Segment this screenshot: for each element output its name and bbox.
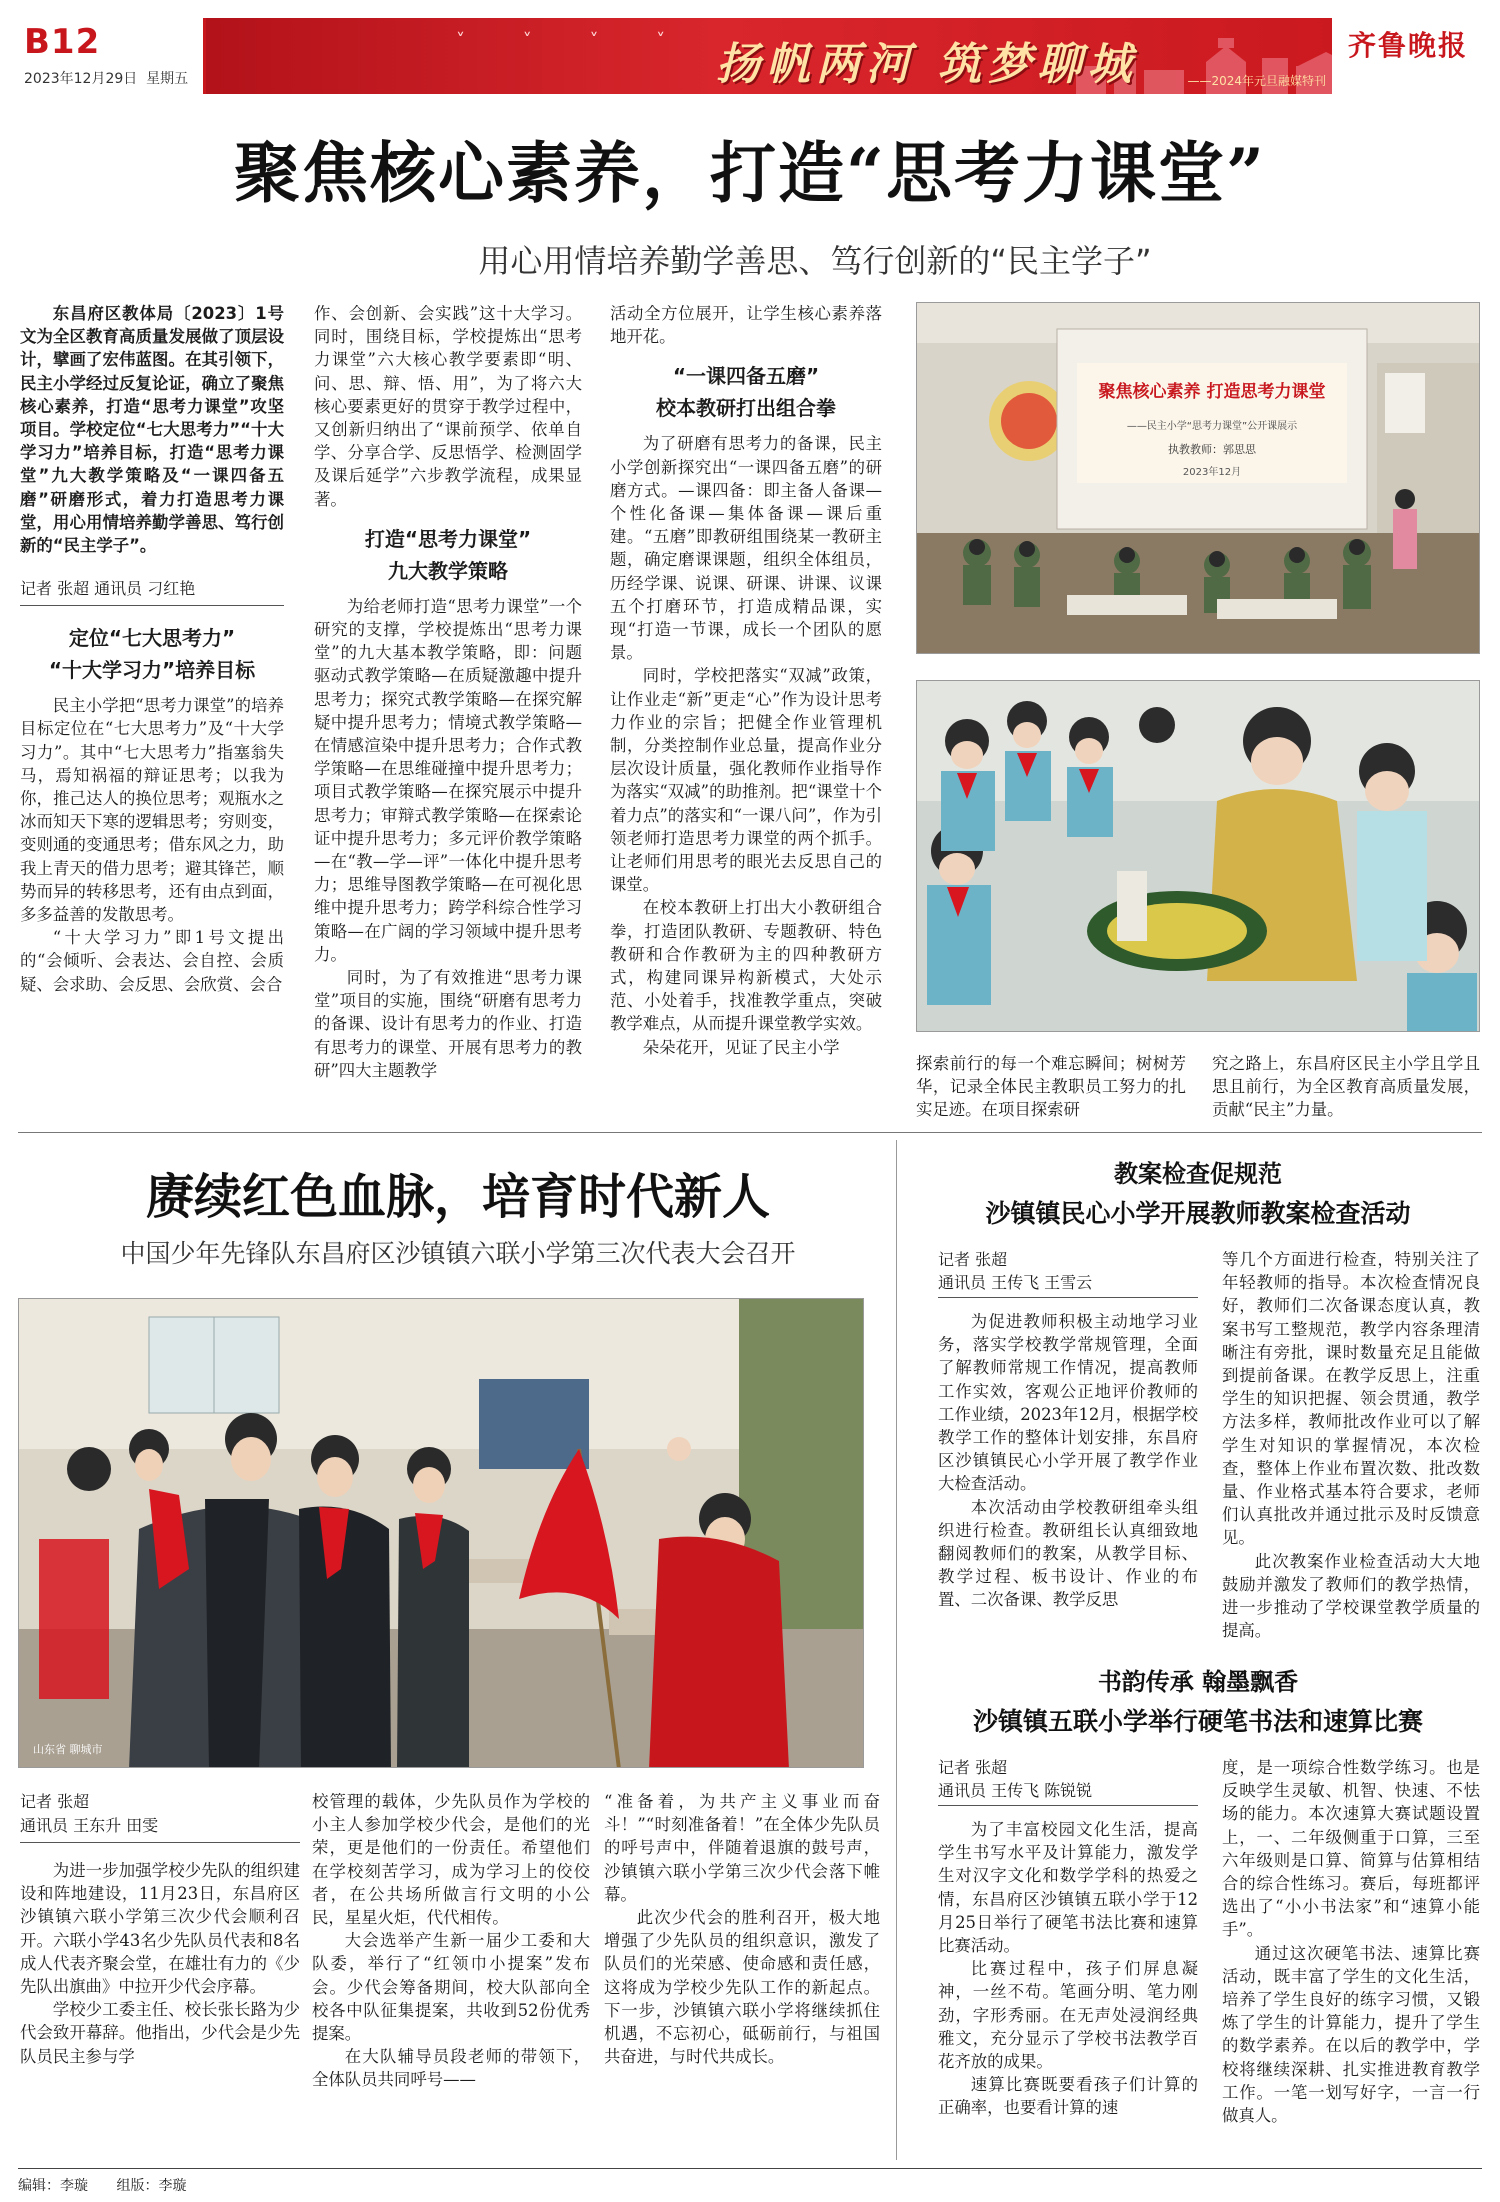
brief1-headline: 沙镇镇民心小学开展教师教案检查活动 xyxy=(985,1199,1411,1228)
article1-column-3 xyxy=(610,302,882,1059)
article1-column-5 xyxy=(1212,1052,1480,1122)
paragraph: 为了丰富校园文化生活，提高学生书写水平及计算能力，激发学生对汉字文化和数学学科的热爱之情，东昌府区沙镇镇五联小学于12月25日举行了硬笔书法比赛和速算比赛活动。 xyxy=(938,1820,1198,1956)
paragraph: 度，是一项综合性数学练习。也是反映学生灵敏、机智、快速、不怯场的能力。本次速算大赛试题设置上，一、二年级侧重于口算，三至六年级则是口算、简算与估算相结合的综合性练习。赛后，每班都评选出了“小小书法家”和“速算小能手”。 xyxy=(1222,1758,1480,1940)
article1-byline: 记者 张超 通讯员 刁红艳 xyxy=(20,577,284,606)
screen-date: 2023年12月 xyxy=(1182,467,1242,478)
paragraph: 等几个方面进行检查，特别关注了年轻教师的指导。本次检查情况良好，教师们二次备课态度认真，教案书写工整规范，教学内容条理清晰注有旁批，课时数量充足且能做到提前备课。在教学反思上，注重学生的知识把握、领会贯通，教学方法多样，教师批改作业可以了解学生对知识的掌握情况，本次检查，整体上作业布置次数、批改数量、作业格式基本符合要求，老师们认真批改并通过批示及时反馈意见。 xyxy=(1222,1250,1480,1548)
photo-watermark: 山东省 聊城市 xyxy=(33,1743,103,1756)
page-footer xyxy=(18,2168,1482,2195)
brief1-column-2 xyxy=(1222,1248,1480,1642)
paragraph: 此次少代会的胜利召开，极大地增强了少先队员的组织意识，激发了队员们的光荣感、使命感和责任感，这将成为学校少先队工作的新起点。下一步，沙镇镇六联小学将继续抓住机遇，不忘初心，砥砺前行，与祖国共奋进，与时代共成长。 xyxy=(604,1908,880,2067)
article1-column-2 xyxy=(314,302,582,1082)
section-divider xyxy=(18,1132,1482,1133)
brief1-column-1 xyxy=(938,1248,1198,1612)
paragraph: 速算比赛既要看孩子们计算的正确率，也要看计算的速 xyxy=(938,2075,1198,2118)
brief2-headline: 沙镇镇五联小学举行硬笔书法和速算比赛 xyxy=(972,1707,1423,1736)
masthead-banner xyxy=(206,18,1482,94)
paragraph: 为进一步加强学校少先队的组织建设和阵地建设，11月23日，东昌府区沙镇镇六联小学第三次少代会顺利召开。六联小学43名少先队员代表和8名成人代表齐聚会堂，在雄壮有力的《少先队出旗曲》中拉开少代会序幕。 xyxy=(20,1861,300,1997)
layout-credit: 组版：李璇 xyxy=(116,2178,187,2194)
paragraph: 活动全方位展开，让学生核心素养落地开花。 xyxy=(610,304,882,347)
section2-title: 打造“思考力课堂” 九大教学策略 xyxy=(364,526,532,583)
paragraph: 校管理的载体，少先队员作为学校的小主人参加学校少代会，是他们的光荣，更是他们的一份责任。希望他们在学校刻苦学习，成为学习上的佼佼者，在公共场所做言行文明的小公民，星星火炬，代代相传。 xyxy=(312,1792,590,1928)
article1-lead: 东昌府区教体局〔2023〕1号文为全区教育高质量发展做了顶层设计，擘画了宏伟蓝图。在其引领下，民主小学经过反复论证，确立了聚焦核心素养，打造“思考力课堂”攻坚项目。学校定位“七大思考力”“十大学习力”培养目标，打造“思考力课堂”九大教学策略及“一课四备五磨”研磨形式，着力打造思考力课堂，用心用情培养勤学善思、笃行创新的“民主学子”。 xyxy=(20,304,284,556)
paragraph: 学校少工委主任、校长张长路为少代会致开幕辞。他指出，少代会是少先队员民主参与学 xyxy=(20,2000,300,2066)
paragraph: 比赛过程中，孩子们屏息凝神，一丝不苟。笔画分明、笔力刚劲，字形秀丽。在无声处浸润经典雅文，充分显示了学校书法教学百花齐放的成果。 xyxy=(938,1959,1198,2072)
newspaper-brand xyxy=(1332,18,1482,94)
pioneer-congress-photo xyxy=(18,1298,864,1768)
paragraph: 朵朵花开，见证了民主小学 xyxy=(642,1037,840,1057)
paragraph: “准备着，为共产主义事业而奋斗！”“时刻准备着！”在全体少先队员的呼号声中，伴随着退旗的鼓号声，沙镇镇六联小学第三次少代会落下帷幕。 xyxy=(604,1792,880,1904)
page-number: B12 xyxy=(24,22,101,62)
article2-column-2 xyxy=(312,1790,590,2092)
paragraph: 通过这次硬笔书法、速算比赛活动，既丰富了学生的文化生活，培养了学生良好的练字习惯，又锻炼了学生的计算能力，提升了学生的数学素养。在以后的教学中，学校将继续深耕、扎实推进教育教学工作。一笔一划写好字，一言一行做真人。 xyxy=(1222,1943,1480,2126)
page-info xyxy=(18,18,206,94)
paragraph: 在大队辅导员段老师的带领下，全体队员共同呼号—— xyxy=(312,2047,590,2090)
article1-subheadline: 用心用情培养勤学善思、笃行创新的“民主学子” xyxy=(478,242,1152,280)
screen-teacher: 执教教师：郭思思 xyxy=(1168,443,1256,456)
column-divider xyxy=(896,1140,897,2160)
brief2-column-1 xyxy=(938,1756,1198,2120)
masthead xyxy=(18,18,1482,94)
article1-column-4 xyxy=(916,1052,1186,1122)
paragraph: 为给老师打造“思考力课堂”一个研究的支撑，学校提炼出“思考力课堂”的九大基本教学策略，即：问题驱动式教学策略—在质疑激趣中提升思考力；探究式教学策略—在探究解疑中提升思考力；情境式教学策略—在情感渲染中提升思考力；合作式教学策略—在思维碰撞中提升思考力；项目式教学策略—在探究展示中提升思考力；审辩式教学策略—在探索论证中提升思考力；多元评价教学策略—在“教—学—评”一体化中提升思考力；思维导图教学策略—在可视化思维中提升思考力；跨学科综合性学习策略—在广阔的学习领域中提升思考力。 xyxy=(314,596,582,964)
paragraph: “十大学习力”即1号文提出的“会倾听、会表达、会自控、会质疑、会求助、会反思、会欣赏、会合 xyxy=(20,928,284,994)
classroom-photo xyxy=(916,302,1480,654)
paragraph: 此次教案作业检查活动大大地鼓励并激发了教师们的教学热情，进一步推动了学校课堂教学质量的提高。 xyxy=(1222,1551,1480,1641)
paragraph: 同时，学校把落实“双减”政策，让作业走“新”更走“心”作为设计思考力作业的宗旨；把健全作业管理机制，分类控制作业总量，提高作业分层次设计质量，强化教师作业指导作为落实“双减”的助推剂。把“课堂十个着力点”的落实和“一课八问”，作为引领老师打造思考力课堂的两个抓手。让老师们用思考的眼光去反思自己的课堂。 xyxy=(610,666,882,895)
brand-name: 齐鲁晚报 xyxy=(1347,29,1468,62)
paragraph: 同时，为了有效推进“思考力课堂”项目的实施，围绕“研磨有思考力的备课、设计有思考力的作业、打造有思考力的课堂、开展有思考力的教研”四大主题教学 xyxy=(314,968,582,1080)
brief2-byline: 记者 张超 通讯员 王传飞 陈锐锐 xyxy=(938,1756,1198,1806)
screen-banner: 聚焦核心素养 打造思考力课堂 xyxy=(1098,382,1326,402)
paragraph: 本次活动由学校教研组牵头组织进行检查。教研组长认真细致地翻阅教师们的教案，从教学目标、教学过程、板书设计、作业的布置、二次备课、教学反思 xyxy=(938,1497,1198,1610)
article1-headline: 聚焦核心素养，打造“思考力课堂” xyxy=(234,134,1266,212)
article2-subheadline: 中国少年先锋队东昌府区沙镇镇六联小学第三次代表大会召开 xyxy=(120,1239,796,1268)
editor-credit: 编辑：李璇 xyxy=(18,2178,88,2194)
screen-subtitle: ——民主小学“思考力课堂”公开课展示 xyxy=(1126,421,1298,432)
paragraph: 在校本教研上打出大小教研组合拳，打造团队教研、专题教研、特色教研和合作教研为主的四种教研方式，构建同课异构新模式，大处示范、小处着手，找准教学重点，突破教学难点，从而提升课堂教学实效。 xyxy=(610,898,882,1034)
article2-column-1 xyxy=(20,1790,300,2068)
article2-byline: 记者 张超 通讯员 王东升 田雯 xyxy=(20,1790,300,1843)
brief2-kicker: 书韵传承 翰墨飘香 xyxy=(1097,1668,1299,1696)
section3-title: “一课四备五磨” 校本教研打出组合拳 xyxy=(656,364,836,421)
paragraph: 民主小学把“思考力课堂”的培养目标定位在“七大思考力”及“十大学习力”。其中“七大思考力”指塞翁失马，焉知祸福的辩证思考；以我为你，推己达人的换位思考；观瓶水之冰而知天下寒的逻辑思考；穷则变，变则通的变通思考；借东风之力，助我上青天的借力思考；避其锋芒，顺势而异的转移思考，还有由点到面，多多益善的发散思考。 xyxy=(20,696,284,925)
masthead-slogan: 扬帆两河 筑梦聊城 xyxy=(716,39,1138,90)
special-edition-label: ——2024年元旦融媒特刊 xyxy=(1187,74,1326,88)
paragraph: 为促进教师积极主动地学习业务，落实学校教学常规管理，全面了解教师常规工作情况，提高教师工作实效，客观公正地评价教师的工作业绩，2023年12月，根据学校教学工作的整体计划安排，东昌府区沙镇镇民心小学开展了教学作业大检查活动。 xyxy=(938,1312,1198,1494)
article2-headline: 赓续红色血脉，培育时代新人 xyxy=(145,1169,770,1225)
article1-column-1 xyxy=(20,302,284,996)
section1-title: 定位“七大思考力” “十大学习力”培养目标 xyxy=(48,626,256,683)
article2-column-3 xyxy=(604,1790,880,2068)
issue-date: 2023年12月29日 星期五 xyxy=(24,71,189,87)
paragraph: 探索前行的每一个难忘瞬间；树树芳华，记录全体民主教职员工努力的扎实足迹。在项目探索研 xyxy=(916,1054,1186,1120)
paragraph: 为了研磨有思考力的备课，民主小学创新探究出“一课四备五磨”的研磨方式。—课四备：即主备人备课—个性化备课—集体备课—课后重建。“五磨”即教研组围绕某一教研主题，确定磨课课题，组织全体组员，历经学课、说课、研课、讲课、议课五个打磨环节，打造成精品课，实现“打造一节课，成长一个团队的愿景。 xyxy=(610,434,882,663)
paragraph: 究之路上，东昌府区民主小学且学且思且前行，为全区教育高质量发展，贡献“民主”力量。 xyxy=(1212,1054,1480,1120)
paragraph: 作、会创新、会实践”这十大学习。同时，围绕目标，学校提炼出“思考力课堂”六大核心教学要素即“明、问、思、辩、悟、用”，为了将六大核心要素更好的贯穿于教学过程中，又创新归纳出了“课前预学、依单自学、分享合学、反思悟学、检测固学及课后延学”六步教学流程，成果显著。 xyxy=(314,304,582,509)
brief2-column-2 xyxy=(1222,1756,1480,2127)
brief1-kicker: 教案检查促规范 xyxy=(1114,1160,1282,1188)
brief1-byline: 记者 张超 通讯员 王传飞 王雪云 xyxy=(938,1248,1198,1298)
birds-decoration: ˅ ˅ ˅ ˅ xyxy=(456,30,692,51)
pupils-activity-photo xyxy=(916,680,1480,1032)
paragraph: 大会选举产生新一届少工委和大队委，举行了“红领巾小提案”发布会。少代会筹备期间，校大队部向全校各中队征集提案，共收到52份优秀提案。 xyxy=(312,1931,590,2044)
